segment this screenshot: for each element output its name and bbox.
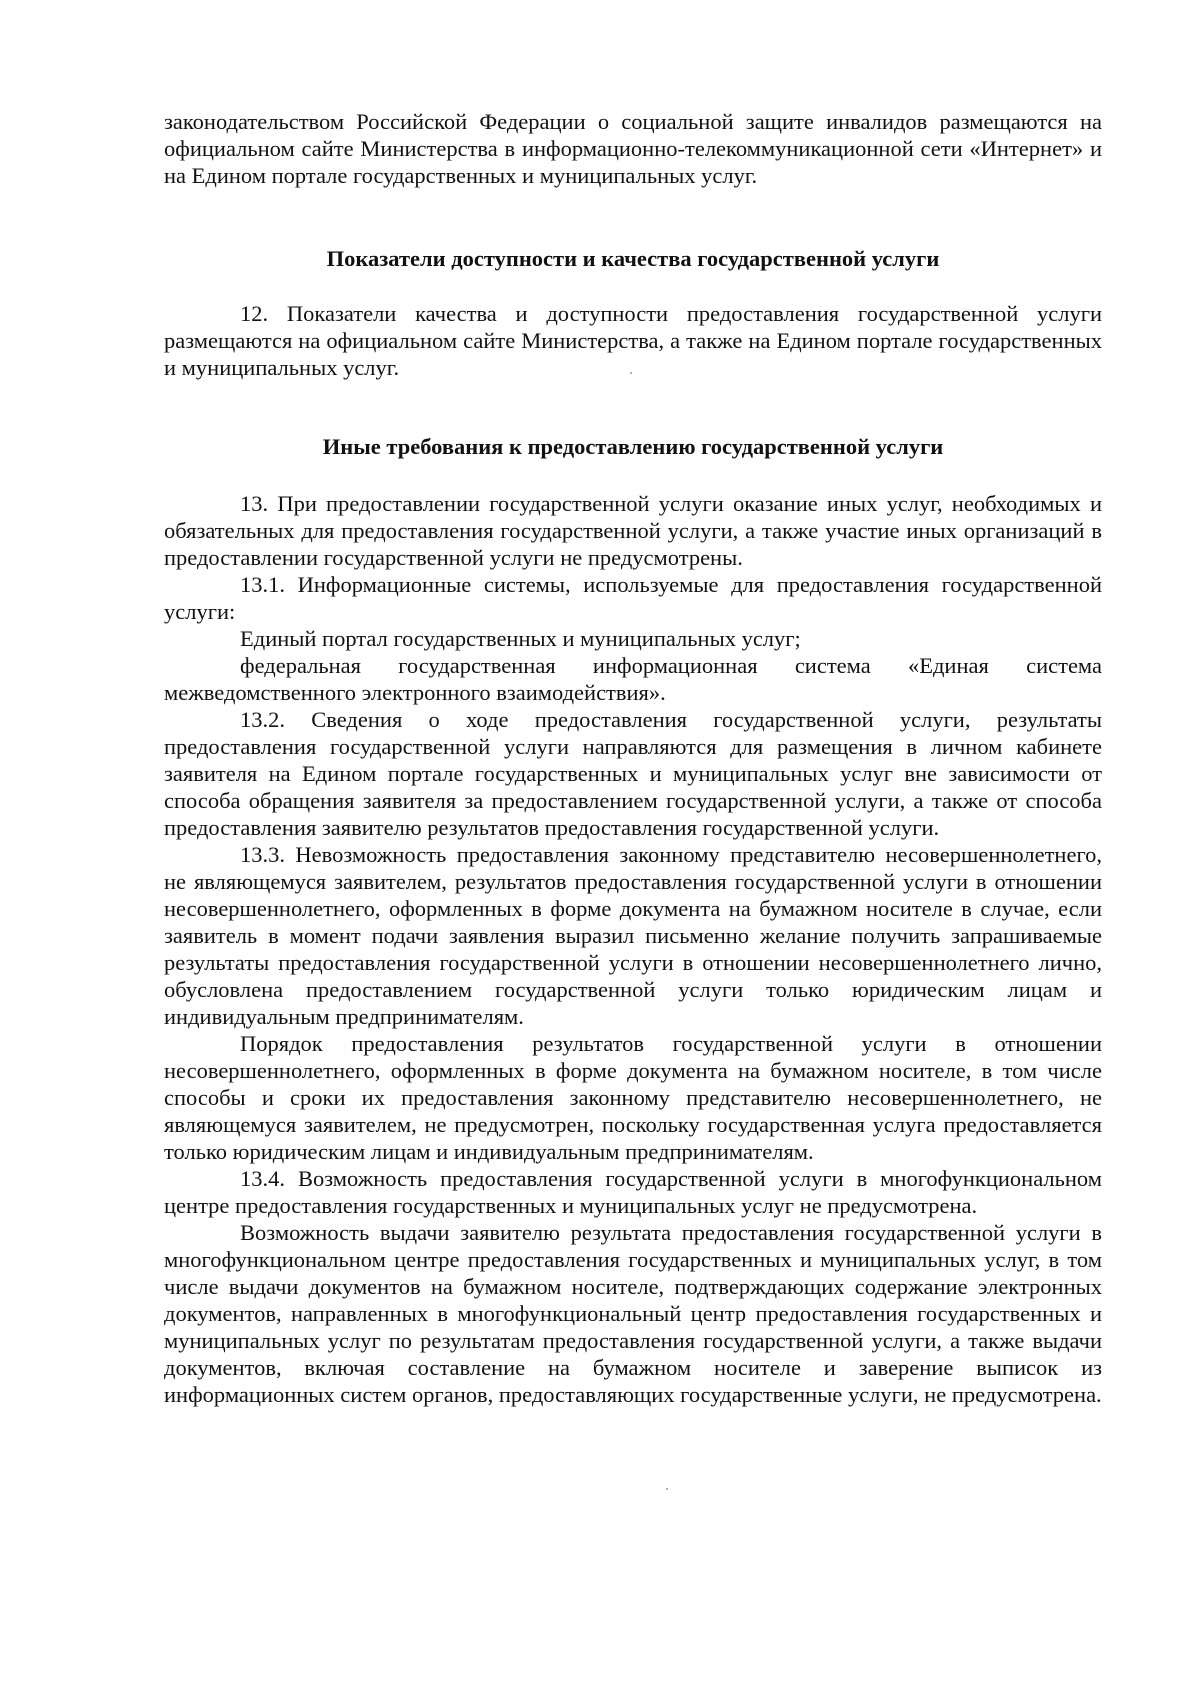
section-12-block — [164, 300, 1102, 381]
paragraph-13-1: 13.1. Информационные системы, используемые для предоставления государственной услуги: — [164, 572, 1102, 624]
paragraph-13-4: 13.4. Возможность предоставления государственной услуги в многофункциональном центре предоставления государственных и муниципальных услуг не предусмотрена. — [164, 1166, 1102, 1218]
intro-paragraph: законодательством Российской Федерации о социальной защите инвалидов размещаются на официальном сайте Министерства в информационно-телекоммуникационной сети «Интернет» и на Едином портале государственных и муниципальных услуг. — [164, 109, 1102, 188]
paragraph-13-2: 13.2. Сведения о ходе предоставления государственной услуги, результаты предоставления государственной услуги направляются для размещения в личном кабинете заявителя на Едином портале государственных и муниципальных услуг вне зависимости от способа обращения заявителя за предоставлением государственной услуги, а также от способа предоставления заявителю результатов предоставления государственной услуги. — [164, 707, 1102, 840]
paragraph-13: 13. При предоставлении государственной услуги оказание иных услуг, необходимых и обязательных для предоставления государственной услуги, а также участие иных организаций в предоставлении государственной услуги не предусмотрены. — [164, 491, 1102, 570]
section-13-block — [164, 490, 1102, 1408]
intro-text-block — [164, 108, 1102, 189]
paragraph-13-3: 13.3. Невозможность предоставления законному представителю несовершеннолетнего, не являющемуся заявителем, результатов предоставления государственной услуги в отношении несовершеннолетнего, оформленных в форме документа на бумажном носителе в случае, если заявитель в момент подачи заявления выразил письменно желание получить запрашиваемые результаты предоставления государственной услуги в отношении несовершеннолетнего лично, обусловлена предоставлением государственной услуги только юридическим лицам и индивидуальным предпринимателям. — [164, 842, 1102, 1029]
paragraph-13-3-procedure: Порядок предоставления результатов государственной услуги в отношении несовершеннолетнего, оформленных в форме документа на бумажном носителе, в том числе способы и сроки их предоставления законному представителю несовершеннолетнего, не являющемуся заявителем, не предусмотрен, поскольку государственная услуга предоставляется только юридическим лицам и индивидуальным предпринимателям. — [164, 1031, 1102, 1164]
paragraph-13-4-issuance: Возможность выдачи заявителю результата предоставления государственной услуги в многофункциональном центре предоставления государственных и муниципальных услуг, в том числе выдачи документов на бумажном носителе, подтверждающих содержание электронных документов, направленных в многофункциональный центр предоставления государственных и муниципальных услуг по результатам предоставления государственной услуги, а также выдачи документов, включая составление на бумажном носителе и заверение выписок из информационных систем органов, предоставляющих государственные услуги, не предусмотрена. — [164, 1220, 1102, 1407]
heading-other-requirements: Иные требования к предоставлению государственной услуги — [322, 434, 944, 459]
scan-speck — [630, 372, 632, 374]
paragraph-12: 12. Показатели качества и доступности предоставления государственной услуги размещаются на официальном сайте Министерства, а также на Едином портале государственных и муниципальных услуг. — [164, 301, 1102, 380]
paragraph-13-1-item-smev: федеральная государственная информационная система «Единая система межведомственного электронного взаимодействия». — [164, 653, 1102, 705]
scan-speck — [666, 1488, 668, 1490]
heading-quality-indicators: Показатели доступности и качества государственной услуги — [326, 246, 940, 271]
paragraph-13-1-item-portal: Единый портал государственных и муниципальных услуг; — [240, 626, 801, 651]
